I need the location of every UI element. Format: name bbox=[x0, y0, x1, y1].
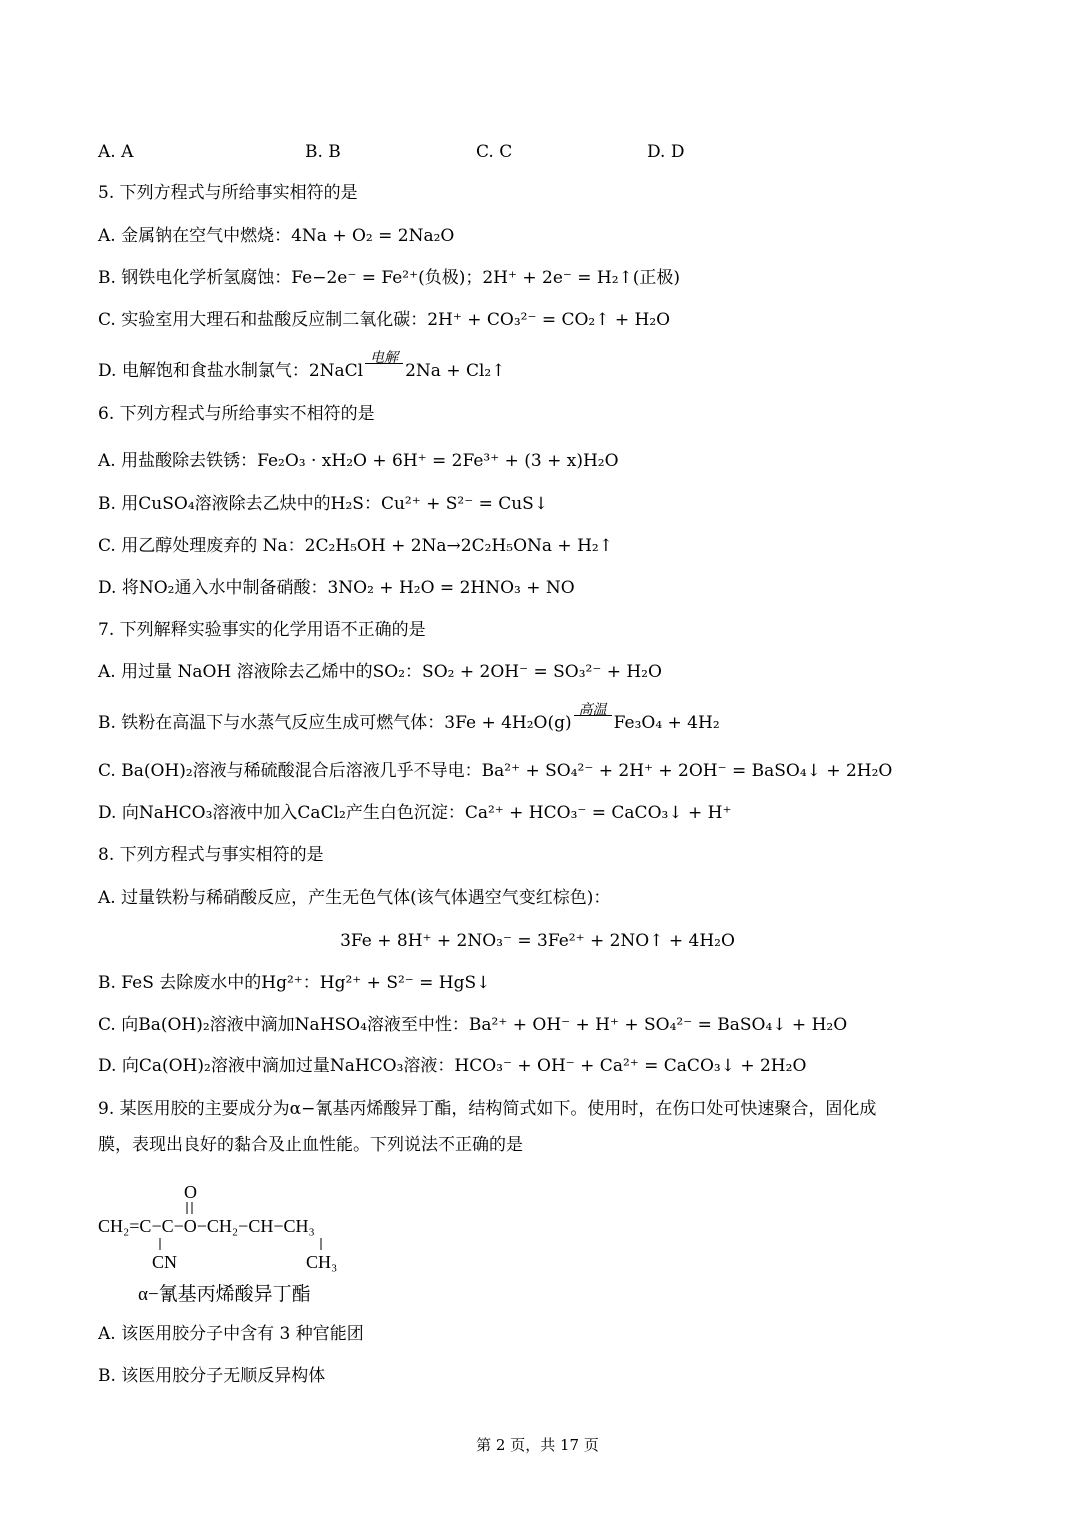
q7-option-c: C. Ba(OH)₂溶液与稀硫酸混合后溶液几乎不导电：Ba²⁺ + SO₄²⁻ + 2H⁺ + 2OH⁻ = BaSO₄↓ + 2H₂O bbox=[98, 761, 893, 781]
compound-name: α−氰基丙烯酸异丁酯 bbox=[138, 1284, 311, 1305]
q5-option-b: B. 钢铁电化学析氢腐蚀：Fe−2e⁻ = Fe²⁺(负极)；2H⁺ + 2e⁻ = H₂↑(正极) bbox=[98, 268, 681, 288]
option-b: B. B bbox=[305, 142, 341, 162]
q5-option-d bbox=[98, 350, 506, 383]
option-c: C. C bbox=[476, 142, 513, 162]
q5-d-prefix: D. 电解饱和食盐水制氯气：2NaCl bbox=[98, 361, 364, 381]
q5-d-condition: 电解 bbox=[370, 350, 399, 366]
q6-option-b: B. 用CuSO₄溶液除去乙炔中的H₂S：Cu²⁺ + S²⁻ = CuS↓ bbox=[98, 494, 549, 514]
q7-option-a: A. 用过量 NaOH 溶液除去乙烯中的SO₂：SO₂ + 2OH⁻ = SO₃²⁻ + H₂O bbox=[98, 662, 662, 682]
q8-stem: 8. 下列方程式与事实相符的是 bbox=[98, 845, 324, 865]
q6-option-d: D. 将NO₂通入水中制备硝酸：3NO₂ + H₂O = 2HNO₃ + NO bbox=[98, 578, 575, 598]
q8-option-a: A. 过量铁粉与稀硝酸反应，产生无色气体(该气体遇空气变红棕色)： bbox=[98, 888, 611, 908]
q9-option-b: B. 该医用胶分子无顺反异构体 bbox=[98, 1366, 326, 1386]
q7-option-b bbox=[98, 702, 720, 735]
q8-option-c: C. 向Ba(OH)₂溶液中滴加NaHSO₄溶液至中性：Ba²⁺ + OH⁻ + H⁺ + SO₄²⁻ = BaSO₄↓ + H₂O bbox=[98, 1015, 848, 1035]
q6-option-a: A. 用盐酸除去铁锈：Fe₂O₃ · xH₂O + 6H⁺ = 2Fe³⁺ + (3 + x)H₂O bbox=[98, 451, 619, 471]
q5-stem: 5. 下列方程式与所给事实相符的是 bbox=[98, 183, 358, 203]
main-chain: CH₂=C−C−O−CH₂−CH−CH₃ bbox=[98, 1216, 315, 1236]
q7-stem: 7. 下列解释实验事实的化学用语不正确的是 bbox=[98, 620, 426, 640]
reaction-arrow bbox=[572, 702, 614, 735]
carbonyl-oxygen: O bbox=[184, 1182, 197, 1202]
page-footer: 第 2 页，共 17 页 bbox=[476, 1436, 599, 1454]
q8-option-d: D. 向Ca(OH)₂溶液中滴加过量NaHCO₃溶液：HCO₃⁻ + OH⁻ + Ca²⁺ = CaCO₃↓ + 2H₂O bbox=[98, 1056, 807, 1076]
q8-option-b: B. FeS 去除废水中的Hg²⁺：Hg²⁺ + S²⁻ = HgS↓ bbox=[98, 973, 491, 993]
q7-b-prefix: B. 铁粉在高温下与水蒸气反应生成可燃气体：3Fe + 4H₂O(g) bbox=[98, 713, 572, 733]
q6-option-c: C. 用乙醇处理废弃的 Na：2C₂H₅OH + 2Na→2C₂H₅ONa + H₂↑ bbox=[98, 536, 613, 556]
q9-option-a: A. 该医用胶分子中含有 3 种官能团 bbox=[98, 1324, 364, 1344]
q5-option-c: C. 实验室用大理石和盐酸反应制二氧化碳：2H⁺ + CO₃²⁻ = CO₂↑ + H₂O bbox=[98, 310, 671, 330]
q7-b-condition: 高温 bbox=[578, 702, 607, 718]
q6-stem: 6. 下列方程式与所给事实不相符的是 bbox=[98, 404, 375, 424]
q8-a-equation: 3Fe + 8H⁺ + 2NO₃⁻ = 3Fe²⁺ + 2NO↑ + 4H₂O bbox=[340, 931, 735, 951]
q9-stem-line2: 膜，表现出良好的黏合及止血性能。下列说法不正确的是 bbox=[98, 1135, 523, 1155]
reaction-arrow bbox=[363, 350, 405, 383]
q7-option-d: D. 向NaHCO₃溶液中加入CaCl₂产生白色沉淀：Ca²⁺ + HCO₃⁻ = CaCO₃↓ + H⁺ bbox=[98, 803, 732, 823]
q5-option-a: A. 金属钠在空气中燃烧：4Na + O₂ = 2Na₂O bbox=[98, 226, 455, 246]
option-a: A. A bbox=[98, 142, 134, 162]
q7-b-suffix: Fe₃O₄ + 4H₂ bbox=[613, 713, 720, 733]
q9-stem-line1: 9. 某医用胶的主要成分为α−氰基丙烯酸异丁酯，结构简式如下。使用时，在伤口处可快速聚合，固化成 bbox=[98, 1099, 877, 1119]
cyano-group: CN bbox=[152, 1252, 178, 1272]
methyl-group: CH₃ bbox=[306, 1252, 338, 1272]
q5-d-suffix: 2Na + Cl₂↑ bbox=[405, 361, 506, 381]
structural-formula bbox=[96, 1178, 416, 1308]
option-d: D. D bbox=[647, 142, 685, 162]
